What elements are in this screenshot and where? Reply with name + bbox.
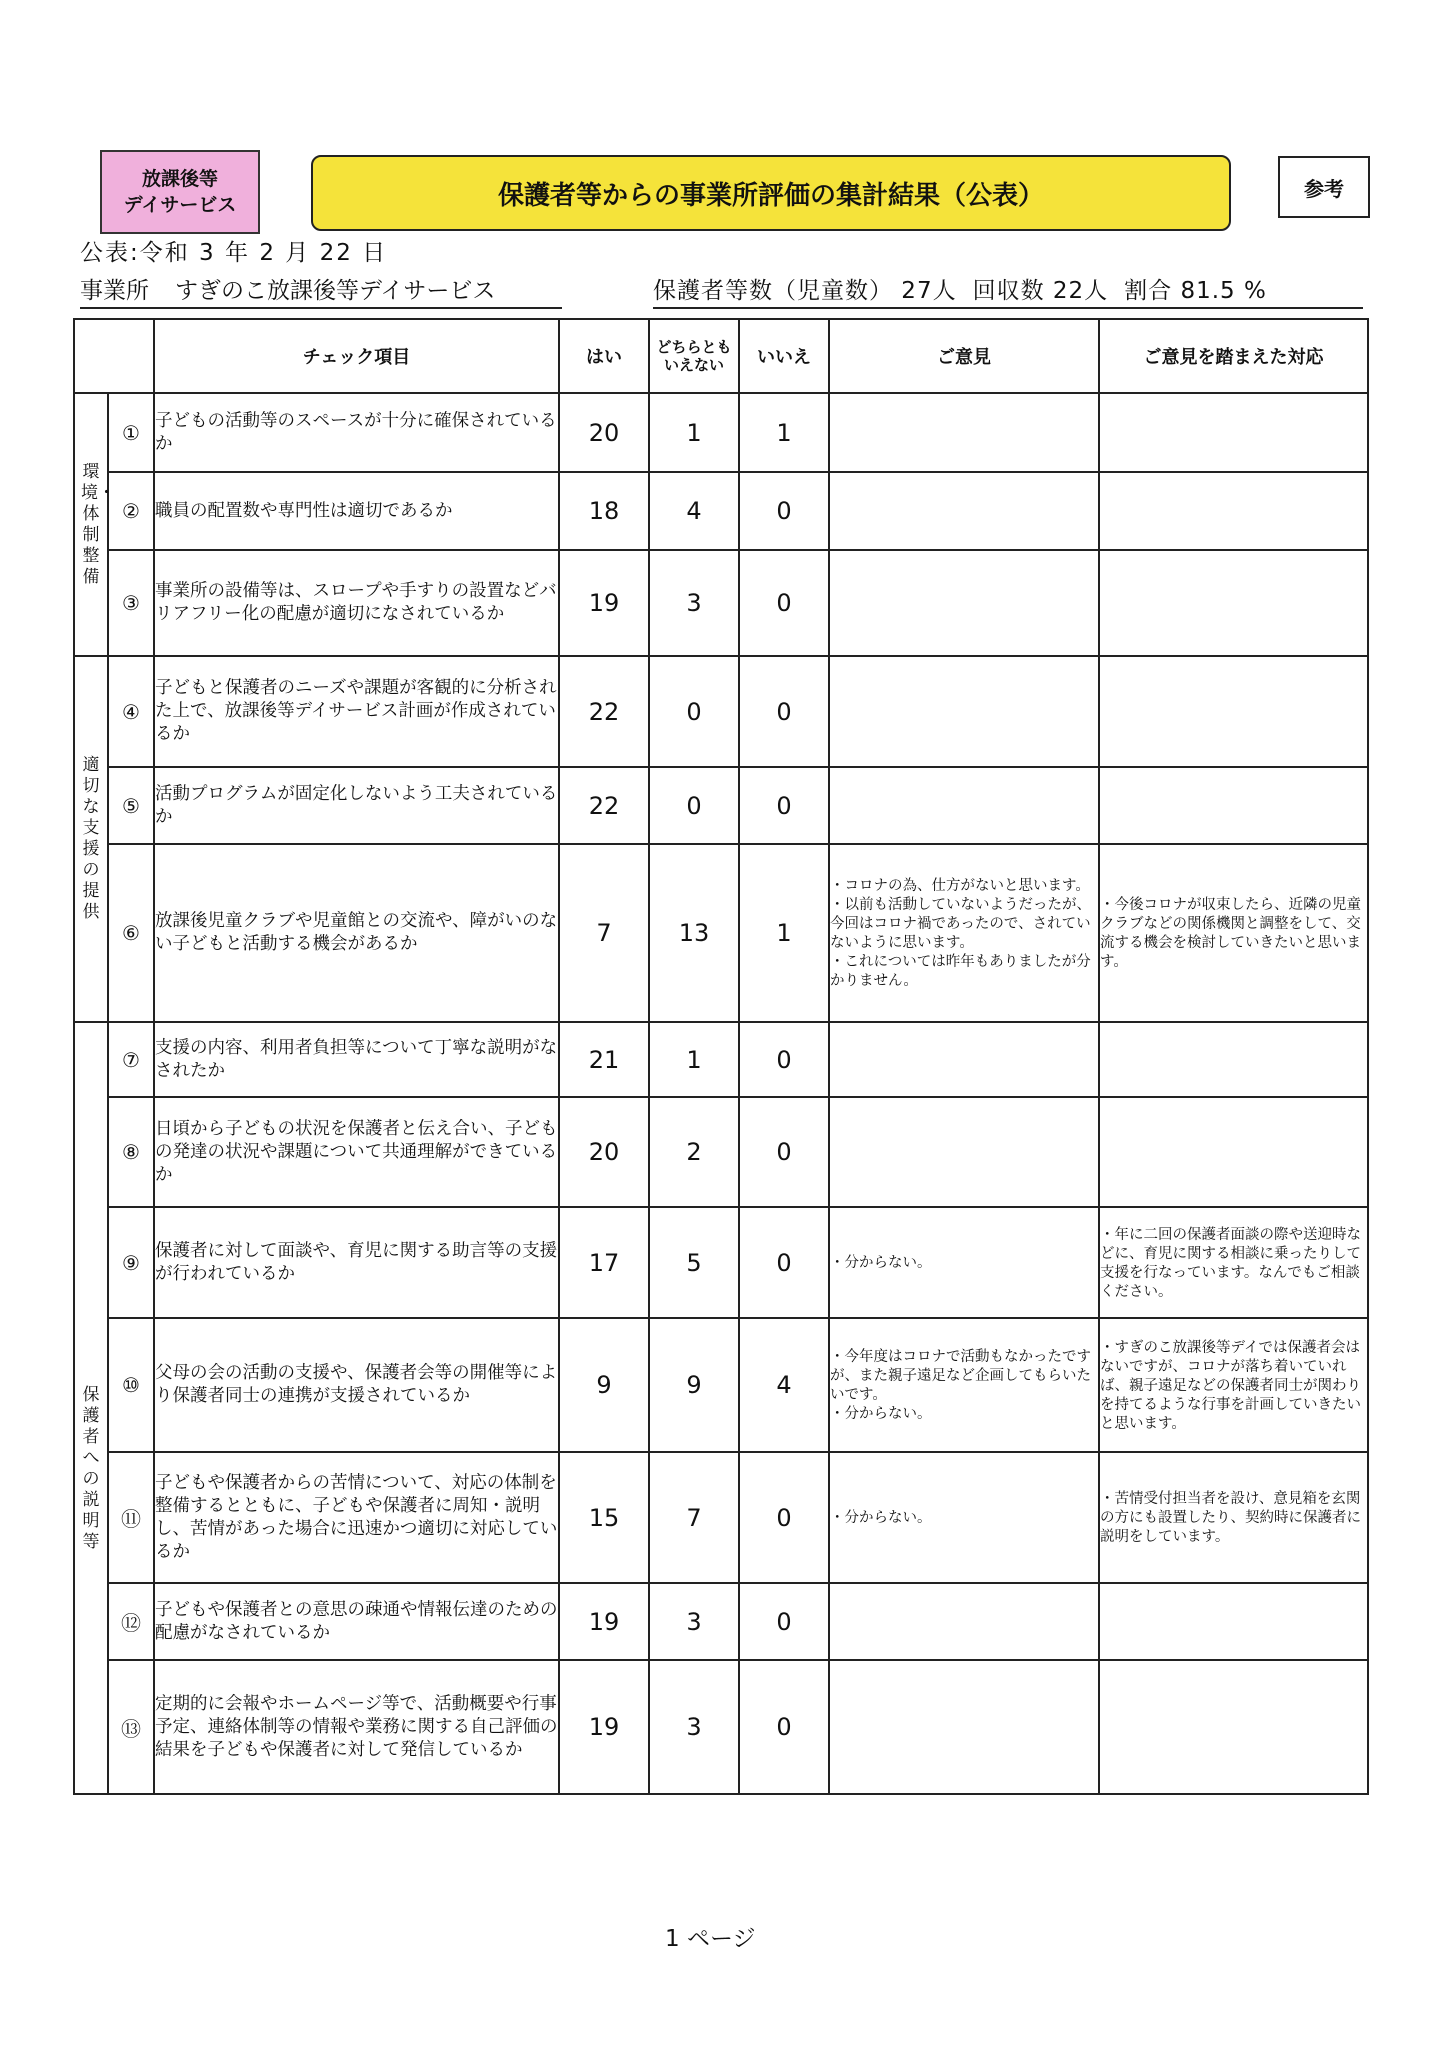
neither-count: 0	[649, 767, 739, 844]
row-number: ⑥	[108, 844, 154, 1022]
table-row	[74, 1097, 1368, 1207]
category-label: 環境・体制整備	[81, 461, 115, 587]
neither-count: 7	[649, 1452, 739, 1583]
header-check-item: チェック項目	[154, 319, 559, 393]
row-number: ⑪	[108, 1452, 154, 1583]
badge-line-1: 放課後等	[141, 168, 218, 190]
yes-count: 21	[559, 1022, 649, 1097]
yes-count: 19	[559, 1660, 649, 1794]
response-cell	[1099, 1660, 1368, 1794]
row-number: ⑤	[108, 767, 154, 844]
neither-count: 9	[649, 1318, 739, 1452]
neither-count: 3	[649, 550, 739, 656]
check-item: 日頃から子どもの状況を保護者と伝え合い、子どもの発達の状況や課題について共通理解ができているか	[154, 1097, 559, 1207]
table-row	[74, 656, 1368, 767]
yes-count: 19	[559, 1583, 649, 1660]
row-number: ⑨	[108, 1207, 154, 1318]
neither-count: 3	[649, 1660, 739, 1794]
opinion-cell	[829, 1660, 1099, 1794]
neither-count: 4	[649, 472, 739, 550]
table-header-row	[74, 319, 1368, 393]
neither-count: 3	[649, 1583, 739, 1660]
service-type-badge	[100, 150, 260, 234]
table-row	[74, 1660, 1368, 1794]
guardian-count: 保護者等数（児童数） 27人	[653, 278, 957, 304]
row-number: ⑬	[108, 1660, 154, 1794]
no-count: 0	[739, 1583, 829, 1660]
response-cell	[1099, 656, 1368, 767]
table-row	[74, 393, 1368, 472]
category-label: 適切な支援の提供	[82, 755, 100, 922]
table-row	[74, 1583, 1368, 1660]
table-row	[74, 844, 1368, 1022]
no-count: 0	[739, 1022, 829, 1097]
title-text: 保護者等からの事業所評価の集計結果（公表）	[497, 180, 1044, 211]
opinion-cell	[829, 1022, 1099, 1097]
yes-count: 22	[559, 767, 649, 844]
yes-count: 20	[559, 393, 649, 472]
response-cell	[1099, 1022, 1368, 1097]
check-item: 放課後児童クラブや児童館との交流や、障がいのない子どもと活動する機会があるか	[154, 844, 559, 1022]
response-cell	[1099, 550, 1368, 656]
office-label: 事業所	[80, 278, 149, 304]
opinion-cell: ・分からない。	[829, 1452, 1099, 1583]
table-row	[74, 1207, 1368, 1318]
no-count: 1	[739, 844, 829, 1022]
opinion-cell	[829, 393, 1099, 472]
neither-count: 5	[649, 1207, 739, 1318]
no-count: 0	[739, 656, 829, 767]
response-stats	[653, 272, 1363, 309]
row-number: ③	[108, 550, 154, 656]
neither-count: 0	[649, 656, 739, 767]
table-row	[74, 1452, 1368, 1583]
neither-count: 1	[649, 393, 739, 472]
yes-count: 17	[559, 1207, 649, 1318]
response-cell	[1099, 1097, 1368, 1207]
neither-count: 13	[649, 844, 739, 1022]
publication-date: 公表:令和 3 年 2 月 22 日	[80, 240, 388, 266]
header-opinion: ご意見	[829, 319, 1099, 393]
yes-count: 20	[559, 1097, 649, 1207]
header-no: いいえ	[739, 319, 829, 393]
table-row	[74, 550, 1368, 656]
row-number: ⑫	[108, 1583, 154, 1660]
response-cell	[1099, 767, 1368, 844]
reference-text: 参考	[1304, 176, 1344, 201]
neither-count: 2	[649, 1097, 739, 1207]
no-count: 1	[739, 393, 829, 472]
office-name: すぎのこ放課後等デイサービス	[175, 278, 496, 304]
check-item: 子どもや保護者からの苦情について、対応の体制を整備するとともに、子どもや保護者に周知・説明し、苦情があった場合に迅速かつ適切に対応しているか	[154, 1452, 559, 1583]
no-count: 0	[739, 1452, 829, 1583]
check-item: 保護者に対して面談や、育児に関する助言等の支援が行われているか	[154, 1207, 559, 1318]
check-item: 子どもと保護者のニーズや課題が客観的に分析された上で、放課後等デイサービス計画が作成されているか	[154, 656, 559, 767]
opinion-cell	[829, 656, 1099, 767]
opinion-cell	[829, 1583, 1099, 1660]
check-item: 父母の会の活動の支援や、保護者会等の開催等により保護者同士の連携が支援されているか	[154, 1318, 559, 1452]
yes-count: 18	[559, 472, 649, 550]
row-number: ②	[108, 472, 154, 550]
header-response: ご意見を踏まえた対応	[1099, 319, 1368, 393]
no-count: 0	[739, 472, 829, 550]
check-item: 職員の配置数や専門性は適切であるか	[154, 472, 559, 550]
response-cell: ・年に二回の保護者面談の際や送迎時などに、育児に関する相談に乗ったりして支援を行なっています。なんでもご相談ください。	[1099, 1207, 1368, 1318]
page-title	[311, 155, 1231, 231]
category-explanation	[74, 1022, 108, 1794]
yes-count: 22	[559, 656, 649, 767]
no-count: 0	[739, 1207, 829, 1318]
no-count: 0	[739, 550, 829, 656]
table-row	[74, 472, 1368, 550]
header-blank	[74, 319, 154, 393]
response-cell	[1099, 472, 1368, 550]
table-row	[74, 1318, 1368, 1452]
category-label: 保護者への説明等	[82, 1385, 100, 1552]
category-support	[74, 656, 108, 1022]
yes-count: 7	[559, 844, 649, 1022]
check-item: 子どもや保護者との意思の疎通や情報伝達のための配慮がなされているか	[154, 1583, 559, 1660]
opinion-cell	[829, 550, 1099, 656]
response-cell: ・すぎのこ放課後等デイでは保護者会はないですが、コロナが落ち着いていれば、親子遠足などの保護者同士が関わりを持てるような行事を計画していきたいと思います。	[1099, 1318, 1368, 1452]
row-number: ①	[108, 393, 154, 472]
opinion-cell: ・今年度はコロナで活動もなかったですが、また親子遠足など企画してもらいたいです。 ・分からない。	[829, 1318, 1099, 1452]
row-number: ⑧	[108, 1097, 154, 1207]
response-cell	[1099, 1583, 1368, 1660]
opinion-cell	[829, 1097, 1099, 1207]
opinion-cell	[829, 767, 1099, 844]
yes-count: 19	[559, 550, 649, 656]
opinion-cell: ・分からない。	[829, 1207, 1099, 1318]
response-count: 回収数 22人	[972, 278, 1109, 304]
no-count: 0	[739, 1660, 829, 1794]
badge-line-2: デイサービス	[123, 194, 237, 216]
neither-count: 1	[649, 1022, 739, 1097]
yes-count: 15	[559, 1452, 649, 1583]
no-count: 4	[739, 1318, 829, 1452]
evaluation-table	[73, 318, 1369, 1795]
check-item: 支援の内容、利用者負担等について丁寧な説明がなされたか	[154, 1022, 559, 1097]
check-item: 活動プログラムが固定化しないよう工夫されているか	[154, 767, 559, 844]
response-cell	[1099, 393, 1368, 472]
page-number: 1 ページ	[665, 1926, 756, 1952]
reference-badge	[1278, 156, 1370, 218]
table-row	[74, 1022, 1368, 1097]
row-number: ④	[108, 656, 154, 767]
check-item: 定期的に会報やホームページ等で、活動概要や行事予定、連絡体制等の情報や業務に関する自己評価の結果を子どもや保護者に対して発信しているか	[154, 1660, 559, 1794]
office-info	[80, 272, 562, 309]
header-neither: どちらとも いえない	[649, 319, 739, 393]
check-item: 事業所の設備等は、スロープや手すりの設置などバリアフリー化の配慮が適切になされているか	[154, 550, 559, 656]
yes-count: 9	[559, 1318, 649, 1452]
row-number: ⑩	[108, 1318, 154, 1452]
table-row	[74, 767, 1368, 844]
response-cell: ・今後コロナが収束したら、近隣の児童クラブなどの関係機関と調整をして、交流する機会を検討していきたいと思います。	[1099, 844, 1368, 1022]
response-rate: 割合 81.5 %	[1124, 278, 1267, 304]
check-item: 子どもの活動等のスペースが十分に確保されているか	[154, 393, 559, 472]
no-count: 0	[739, 767, 829, 844]
row-number: ⑦	[108, 1022, 154, 1097]
opinion-cell	[829, 472, 1099, 550]
category-environment	[74, 393, 115, 656]
response-cell: ・苦情受付担当者を設け、意見箱を玄関の方にも設置したり、契約時に保護者に説明をしています。	[1099, 1452, 1368, 1583]
no-count: 0	[739, 1097, 829, 1207]
header-yes: はい	[559, 319, 649, 393]
opinion-cell: ・コロナの為、仕方がないと思います。 ・以前も活動していないようだったが、今回はコロナ禍であったので、されていないように思います。 ・これについては昨年もありましたが分かりません。	[829, 844, 1099, 1022]
